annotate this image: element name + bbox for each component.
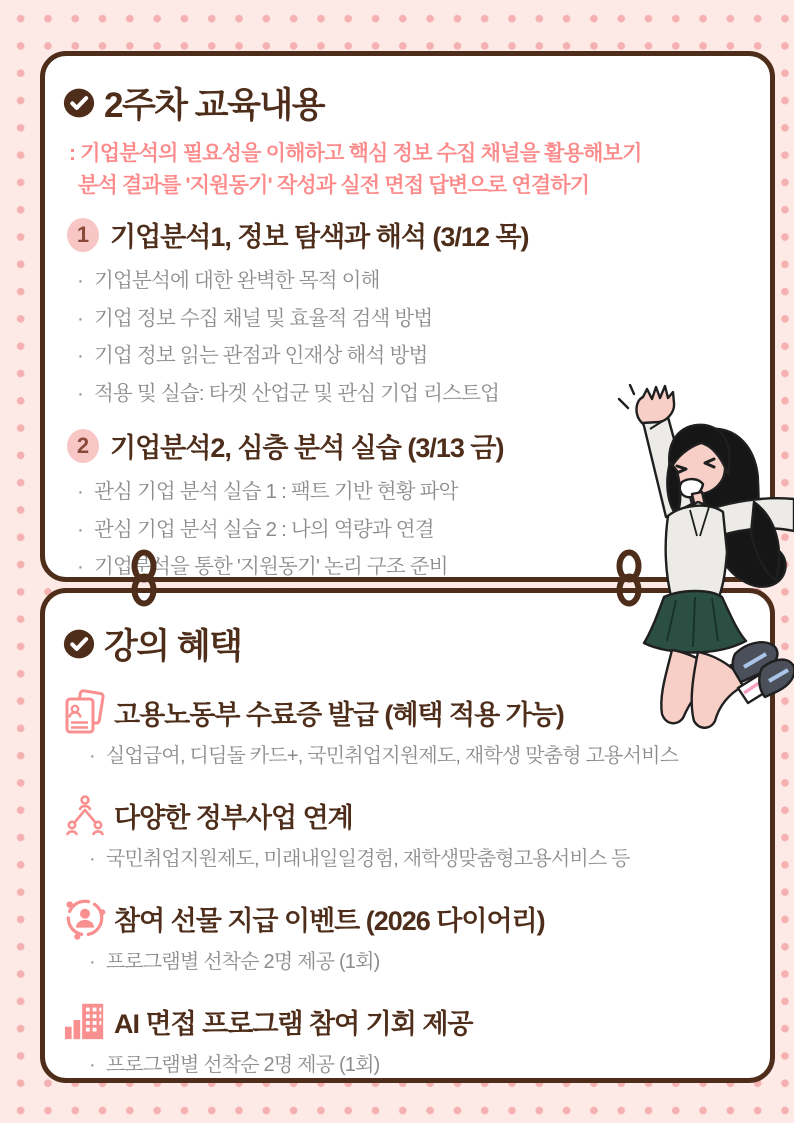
card1-subtitle [69,138,754,201]
bullet-dot: · [77,344,84,367]
org-chart-icon [63,792,107,838]
benefit-4-bullets [89,1049,754,1081]
benefit-ai-interview [63,998,754,1081]
bullet-dot: · [89,1054,95,1076]
card1-title: 2주차 교육내용 [104,86,325,125]
bullet-text: 관심 기업 분석 실습 2 : 나의 역량과 연결 [94,517,434,541]
bullet-dot: · [77,381,84,405]
card1-title-row [63,78,754,128]
card2-title: 강의 혜택 [104,627,242,666]
list-item [89,843,754,875]
list-item [89,740,754,772]
bullet-text: 기업분석에 대한 완벽한 목적 이해 [94,269,380,292]
card1-subtitle-line1: : 기업분석의 필요성을 이해하고 핵심 정보 수집 채널을 활용해보기 [69,142,642,165]
bullet-dot: · [77,517,84,541]
chain-link-icon [128,549,160,609]
bullet-text: 기업 정보 읽는 관점과 인재상 해석 방법 [94,344,428,367]
benefit-3-head [63,895,754,941]
network-person-icon [63,895,107,941]
benefit-2-head [63,792,754,838]
benefit-4-heading: AI 면접 프로그램 참여 기회 제공 [114,1008,473,1039]
section-2-heading: 기업분석2, 심층 분석 실습 (3/13 금) [110,433,504,463]
bullet-text: 프로그램별 선착순 2명 제공 (1회) [105,1054,380,1076]
bullet-text: 관심 기업 분석 실습 1 : 팩트 기반 현황 파악 [94,480,458,503]
list-item [77,300,754,338]
benefit-3-heading: 참여 선물 지급 이벤트 (2026 다이어리) [114,905,545,936]
benefit-1-bullets [89,740,754,772]
benefit-2-bullets [89,843,754,875]
benefit-3-bullets [89,946,754,978]
list-item [77,337,754,375]
card1-subtitle-line2: 분석 결과를 '지원동기' 작성과 실전 면접 답변으로 연결하기 [78,173,590,197]
bullet-dot: · [77,480,84,503]
benefit-2-heading: 다양한 정부사업 연계 [114,802,353,833]
section-company-analysis-1 [61,215,754,412]
benefit-4-head [63,998,754,1044]
bullet-text: 기업분석을 통한 '지원동기' 논리 구조 준비 [94,555,448,578]
section-1-number-badge: 1 [67,218,99,252]
section-1-head [67,215,754,254]
bullet-text: 실업급여, 디딤돌 카드+, 국민취업지원제도, 재학생 맞춤형 고용서비스 [105,745,679,767]
bullet-text: 국민취업지원제도, 미래내일일경험, 재학생맞춤형고용서비스 등 [105,848,630,870]
bullet-dot: · [89,951,95,973]
list-item [89,1049,754,1081]
bullet-dot: · [89,848,95,870]
benefit-gift-event [63,895,754,978]
bullet-dot: · [89,745,95,767]
jumping-girl-illustration [606,384,794,732]
chart-building-icon [63,998,107,1044]
certificate-icon [63,689,107,735]
bullet-text: 기업 정보 수집 채널 및 효율적 검색 방법 [94,306,433,330]
bullet-dot: · [77,555,84,578]
bullet-dot: · [77,306,84,330]
benefit-government-programs [63,792,754,875]
section-1-heading: 기업분석1, 정보 탐색과 해석 (3/12 목) [110,222,529,252]
list-item [77,262,754,300]
list-item [89,946,754,978]
section-2-number-badge: 2 [67,429,99,463]
bullet-text: 프로그램별 선착순 2명 제공 (1회) [105,951,380,973]
bullet-dot: · [77,269,84,292]
bullet-text: 적용 및 실습: 타겟 산업군 및 관심 기업 리스트업 [94,381,500,405]
benefit-1-heading: 고용노동부 수료증 발급 (혜택 적용 가능) [114,699,564,730]
checkmark-icon [63,87,95,119]
checkmark-icon [63,628,95,660]
